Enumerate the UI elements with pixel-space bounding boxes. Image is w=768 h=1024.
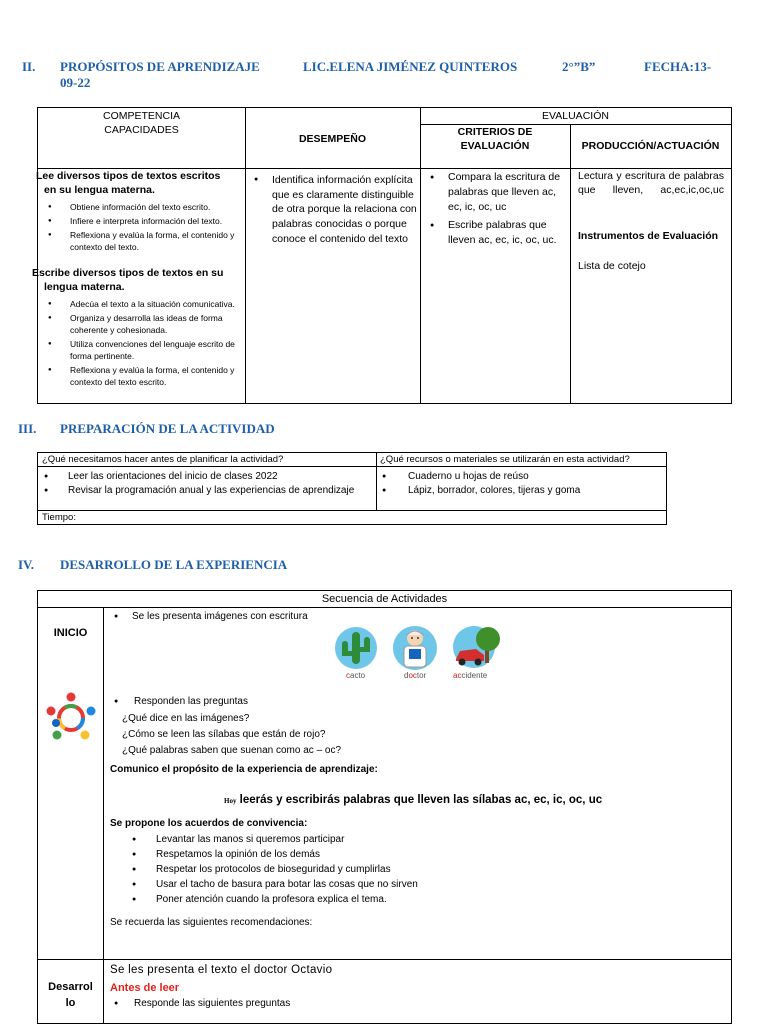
desarrollo-list [108, 997, 708, 1011]
acuerdo-item: ● Usar el tacho de basura para botar las cosas que no sirven [126, 877, 686, 892]
accident-picture [450, 625, 508, 669]
tiempo-label: Tiempo: [42, 512, 76, 523]
hoy-word: Hoy [224, 797, 237, 805]
question-item: ¿Qué palabras saben que suenan como ac – oc? [122, 745, 342, 756]
cactus-picture [332, 627, 380, 669]
teamwork-icon [44, 691, 98, 745]
inicio-bullet-2 [108, 695, 708, 709]
antes-de-leer: Antes de leer [110, 982, 180, 994]
criterio-item: ● Escribe palabras que lleven ac, ec, ic, oc, uc. [424, 218, 568, 248]
inicio-bullet-1 [108, 610, 708, 624]
header-criterios-1: CRITERIOS DE [457, 126, 533, 138]
header-capacidades: CAPACIDADES [104, 124, 179, 136]
prep-right-list [376, 470, 664, 498]
section-3-header [18, 421, 418, 437]
texto-presentado: Se les presenta el texto el doctor Octavio [110, 964, 333, 976]
competencia-2-line1: Escribe diversos tipos de textos en su [32, 267, 224, 279]
section-title: PREPARACIÓN DE LA ACTIVIDAD [60, 421, 275, 436]
caption-red: c [346, 671, 350, 680]
competencia-2 [32, 266, 246, 294]
header-evaluacion: EVALUACIÓN [542, 110, 609, 122]
competencia-1-line1: Lee diversos tipos de textos escritos [36, 170, 221, 182]
teacher-name: LIC.ELENA JIMÉNEZ QUINTEROS [303, 59, 518, 74]
competencia-1-capacidades [38, 199, 238, 253]
caption-pre: d [404, 671, 409, 680]
header-produccion: PRODUCCIÓN/ACTUACIÓN [581, 140, 720, 152]
desempeno-item: ● Identifica información explícita que es claramente distinguible de otra porque la relaciona con palabras conocidas o porque conoce el contenido del texto [248, 173, 418, 247]
caption-rest: tor [416, 671, 427, 680]
acuerdo-item: ● Levantar las manos si queremos participar [126, 832, 686, 847]
capacidad-item: ● Obtiene información del texto escrito. [38, 201, 238, 213]
question-item: ¿Qué dice en las imágenes? [122, 713, 250, 724]
inicio-label: INICIO [53, 627, 88, 639]
section-number: III. [18, 421, 37, 436]
capacidad-item: ● Reflexiona y evalúa la forma, el contenido y contexto del texto. [38, 229, 238, 253]
preparation-table [37, 452, 667, 525]
acuerdos-list [126, 832, 686, 907]
section-number: IV. [18, 557, 35, 572]
proposito-label: Comunico el propósito de la experiencia de aprendizaje: [110, 764, 378, 775]
capacidad-item: ● Adecúa el texto a la situación comunicativa. [38, 298, 243, 310]
desarrollo-item: ● Responde las siguientes preguntas [108, 997, 708, 1011]
header-criterios-2: EVALUACIÓN [460, 140, 530, 152]
questions-list [122, 711, 341, 759]
doctor-picture [390, 625, 440, 671]
grade: 2°”B” [562, 59, 596, 74]
caption-cacto [346, 671, 365, 680]
caption-doctor [404, 671, 426, 680]
learning-purposes-table [32, 107, 732, 404]
question-left: ¿Qué necesitamos hacer antes de planificar la actividad? [42, 454, 284, 465]
desarrollo-line2: lo [65, 997, 76, 1009]
instrumentos-title: Instrumentos de Evaluación [578, 230, 719, 242]
header-competencia: COMPETENCIA [102, 110, 180, 122]
section-title: DESARROLLO DE LA EXPERIENCIA [60, 557, 288, 572]
desempeno-list [248, 173, 418, 247]
caption-accidente [453, 671, 487, 680]
header-desempeno: DESEMPEÑO [298, 133, 367, 145]
acuerdo-item: ● Poner atención cuando la profesora explica el tema. [126, 892, 686, 907]
capacidad-item: ● Organiza y desarrolla las ideas de forma coherente y cohesionada. [38, 312, 243, 336]
competencia-1 [36, 169, 246, 197]
competencia-2-line2: lengua materna. [44, 281, 125, 293]
desarrollo-label [38, 979, 103, 1011]
produccion-body: Lectura y escritura de palabras que lleven, ac,ec,ic,oc,uc [578, 170, 724, 196]
caption-red: ac [453, 671, 462, 680]
acuerdo-item: ● Respetamos la opinión de los demás [126, 847, 686, 862]
date-label: FECHA:13- [644, 59, 712, 74]
material-item: ● Cuaderno u hojas de reúso [376, 470, 664, 484]
date-continuation: 09-22 [60, 75, 91, 90]
criterios-list [424, 170, 568, 248]
sequence-header: Secuencia de Actividades [321, 593, 448, 605]
capacidad-item: ● Infiere e interpreta información del texto. [38, 215, 238, 227]
proposito-statement [224, 793, 602, 808]
section-title: PROPÓSITOS DE APRENDIZAJE [60, 59, 260, 74]
capacidad-item: ● Utiliza convenciones del lenguaje escrito de forma pertinente. [38, 338, 243, 362]
inicio-item: ● Se les presenta imágenes con escritura [108, 610, 708, 624]
section-number: II. [22, 59, 36, 74]
question-item: ¿Cómo se leen las sílabas que están de rojo? [122, 729, 326, 740]
recomendaciones-label: Se recuerda las siguientes recomendaciones: [110, 917, 313, 928]
desarrollo-line1: Desarrol [48, 981, 93, 993]
material-item: ● Lápiz, borrador, colores, tijeras y goma [376, 484, 664, 498]
prep-item: ● Revisar la programación anual y las experiencias de aprendizaje [38, 484, 374, 498]
caption-rest: acto [350, 671, 366, 680]
section-4-header [18, 557, 418, 573]
inicio-item: ● Responden las preguntas [108, 695, 708, 709]
competencia-2-capacidades [38, 296, 243, 388]
proposito-text: leerás y escribirás palabras que lleven las sílabas ac, ec, ic, oc, uc [239, 794, 603, 806]
question-right: ¿Qué recursos o materiales se utilizarán en esta actividad? [380, 454, 630, 465]
caption-rest: cidente [461, 671, 488, 680]
competencia-1-line2: en su lengua materna. [44, 184, 155, 196]
produccion-text [578, 169, 724, 197]
prep-left-list [38, 470, 374, 498]
capacidad-item: ● Reflexiona y evalúa la forma, el contenido y contexto del texto escrito. [38, 364, 243, 388]
acuerdos-label: Se propone los acuerdos de convivencia: [110, 818, 308, 829]
activity-sequence-table [37, 590, 732, 1024]
instrumentos-value: Lista de cotejo [578, 260, 646, 272]
acuerdo-item: ● Respetar los protocolos de bioseguridad y cumplirlas [126, 862, 686, 877]
caption-red: oc [408, 671, 417, 680]
prep-item: ● Leer las orientaciones del inicio de clases 2022 [38, 470, 374, 484]
criterio-item: ● Compara la escritura de palabras que lleven ac, ec, ic, oc, uc [424, 170, 568, 215]
